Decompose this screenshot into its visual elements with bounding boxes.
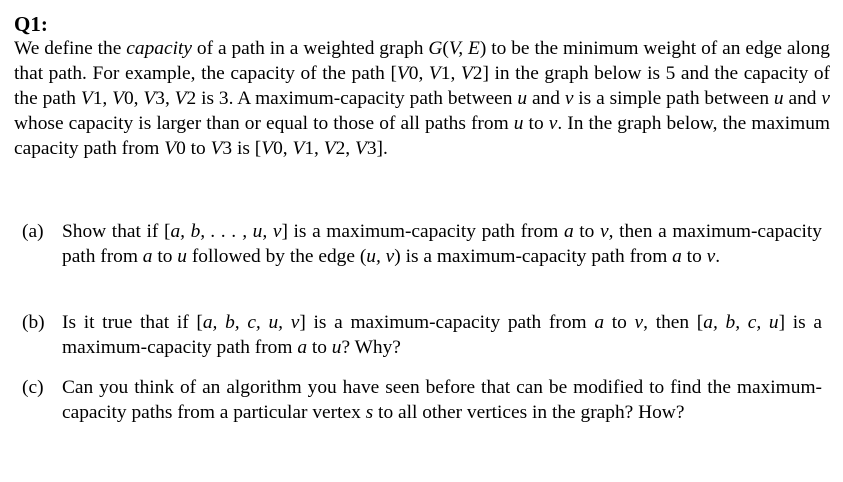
text-run: We define the (14, 38, 127, 59)
sub-question-a (22, 219, 822, 269)
text-run: . In the graph below, the maximum capacity path from (14, 113, 830, 159)
sub-question-b (22, 310, 822, 360)
text-run: 0, (408, 63, 429, 84)
text-run: Can you think of an algorithm you have seen before that can be modified to find the maximum-capacity paths from a particular vertex (62, 377, 822, 423)
text-run: , then [ (643, 312, 704, 333)
text-run: ] is a maximum-capacity path from (281, 221, 564, 242)
math-text: V (428, 63, 441, 84)
text-run: to (604, 312, 635, 333)
math-text: u (513, 113, 524, 134)
text-run: to (152, 246, 178, 267)
text-run: is a simple path between (573, 88, 774, 109)
text-run: 2] in the graph below is 5 and the capacity of the path (14, 63, 831, 109)
math-text: a, b, c, u, v (202, 312, 300, 333)
math-text: v (548, 113, 558, 134)
text-run: ] is a maximum-capacity path from (62, 312, 823, 358)
math-text: V (396, 63, 409, 84)
text-run: ) is a maximum-capacity path from (394, 246, 673, 267)
math-text: a (672, 246, 682, 267)
text-run: ( (442, 38, 449, 59)
math-text: v (634, 312, 644, 333)
math-text: u (517, 88, 528, 109)
sub-question-text (62, 375, 822, 425)
text-run: , then a maximum-capacity path from (62, 221, 823, 267)
text-run: 3 is [ (222, 138, 262, 159)
text-run: 1, (304, 138, 324, 159)
text-run: 2, (335, 138, 355, 159)
text-run: ) to be the minimum weight of an edge along that path. For example, the capacity of the path [ (14, 38, 830, 84)
math-text: V (210, 138, 223, 159)
math-text: capacity (126, 38, 192, 59)
math-text: V (174, 88, 187, 109)
sub-question-text (62, 310, 822, 360)
text-run: to all other vertices in the graph? How? (373, 402, 685, 423)
math-text: a (297, 337, 308, 358)
text-run: 1, (92, 88, 113, 109)
text-run: 3, (155, 88, 175, 109)
math-text: V (323, 138, 336, 159)
math-text: V (354, 138, 367, 159)
text-run: 1, (440, 63, 461, 84)
text-run: of a path in a weighted graph (191, 38, 429, 59)
text-run: Show that if [ (62, 221, 171, 242)
question-heading: Q1: (14, 12, 48, 36)
math-text: V (164, 138, 177, 159)
text-run: to (523, 113, 549, 134)
math-text: V (460, 63, 473, 84)
text-run: to (307, 337, 332, 358)
math-text: v (821, 88, 830, 109)
math-text: v (600, 221, 609, 242)
question-intro (14, 36, 830, 161)
math-text: G (428, 38, 443, 59)
text-run: and (783, 88, 822, 109)
math-text: u (331, 337, 342, 358)
text-run: whose capacity is larger than or equal to those of all paths from (14, 113, 514, 134)
math-text: u (177, 246, 187, 267)
text-run: to (681, 246, 707, 267)
math-text: V (143, 88, 156, 109)
math-text: a (594, 312, 605, 333)
sub-question-c (22, 375, 822, 425)
math-text: a, b, . . . , u, v (170, 221, 282, 242)
sub-question-marker: (a) (22, 221, 44, 242)
sub-question-marker: (c) (22, 377, 44, 398)
math-text: s (365, 402, 374, 423)
text-run: 0, (273, 138, 293, 159)
text-run: 2 is 3. A maximum-capacity path between (186, 88, 518, 109)
math-text: v (564, 88, 574, 109)
math-text: u (773, 88, 784, 109)
math-text: a, b, c, u (703, 312, 779, 333)
math-text: V (261, 138, 274, 159)
text-run: . (715, 246, 721, 267)
text-run: 0 to (176, 138, 211, 159)
math-text: a (563, 221, 574, 242)
text-run: Is it true that if [ (62, 312, 203, 333)
text-run: to (573, 221, 600, 242)
math-text: V (80, 88, 93, 109)
text-run: ] is a maximum-capacity path from (299, 312, 595, 333)
text-run: followed by the edge ( (186, 246, 367, 267)
text-run: 0, (123, 88, 144, 109)
text-run: ? Why? (341, 337, 401, 358)
math-text: a (142, 246, 153, 267)
math-text: V, E (448, 38, 480, 59)
sub-question-text (62, 219, 822, 269)
sub-question-marker: (b) (22, 312, 45, 333)
text-run: and (527, 88, 565, 109)
math-text: u, v (366, 246, 395, 267)
math-text: v (706, 246, 716, 267)
math-text: V (112, 88, 124, 109)
text-run: 3]. (366, 138, 388, 159)
math-text: V (292, 138, 305, 159)
